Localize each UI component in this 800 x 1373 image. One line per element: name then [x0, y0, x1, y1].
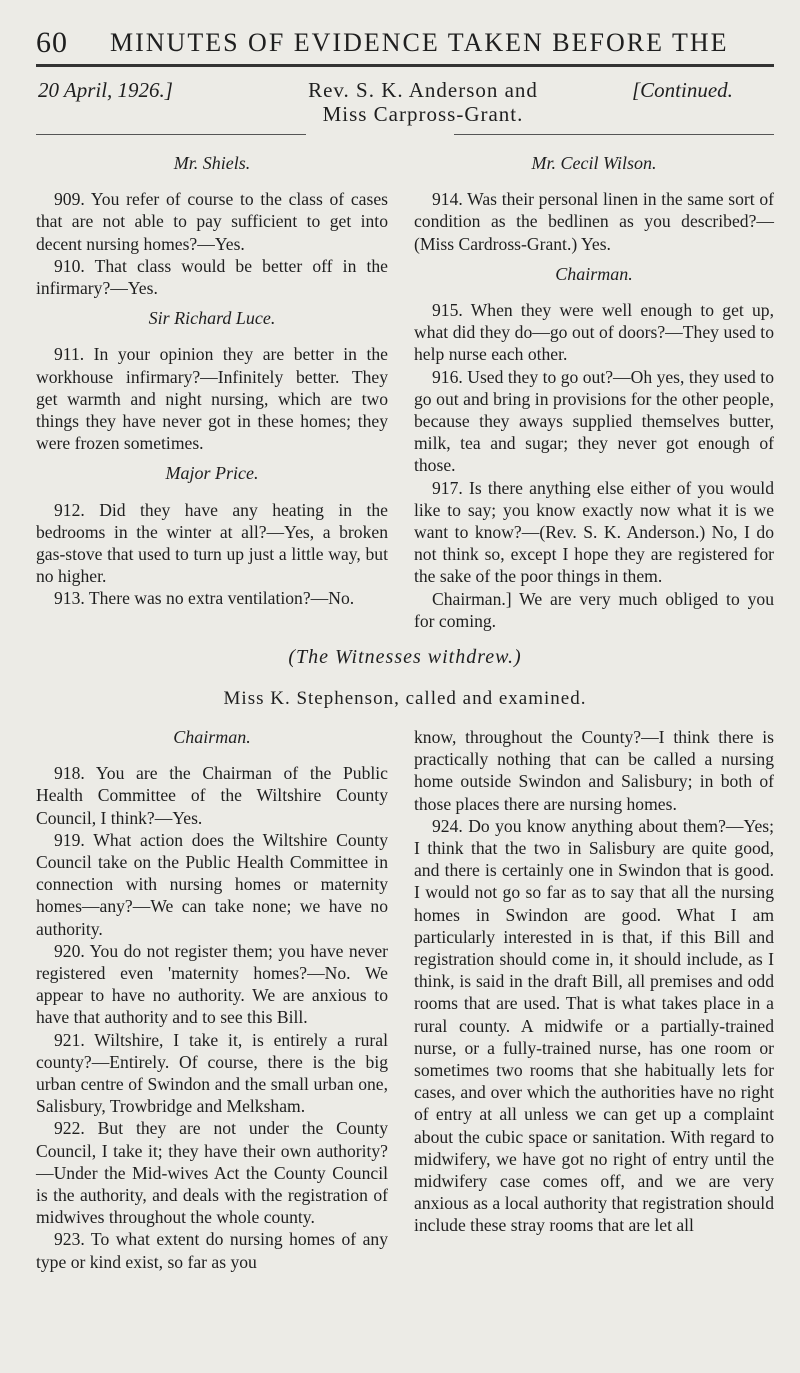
withdrew-note: (The Witnesses withdrew.)	[288, 646, 522, 668]
testimony-paragraph: 914. Was their personal linen in the same sort of condition as the bedlinen as you described?—(Miss Cardross-Grant.) Yes.	[414, 189, 774, 254]
speaker-name: Mr. Cecil Wilson.	[531, 153, 657, 173]
witnesses-heading	[258, 78, 588, 126]
witnesses-line-2: Miss Carpross-Grant.	[322, 102, 524, 126]
testimony-paragraph: 913. There was no extra ventilation?—No.	[54, 588, 355, 609]
running-title: MINUTES OF EVIDENCE TAKEN BEFORE THE	[110, 28, 729, 57]
testimony-paragraph: 918. You are the Chairman of the Public Health Committee of the Wiltshire County Council, I think?—Yes.	[36, 763, 388, 828]
testimony-paragraph: 915. When they were well enough to get up, what did they do—go out of doors?—They used to help nurse each other.	[414, 300, 774, 365]
testimony-paragraph: 920. You do not register them; you have never registered even 'maternity homes?—No. We appear to have no authority. We are anxious to have that authority and to see this Bill.	[36, 940, 388, 1028]
testimony-paragraph: 922. But they are not under the County Council, I take it; they have their own authority?—Under the Mid-wives Act the County Council is the authority, and deals with the registration of midwives throughout the whole county.	[36, 1118, 388, 1228]
testimony-paragraph: 910. That class would be better off in the infirmary?—Yes.	[36, 255, 388, 299]
testimony-paragraph: Chairman.] We are very much obliged to you for coming.	[414, 588, 774, 631]
testimony-paragraph: 909. You refer of course to the class of cases that are not able to pay sufficient to get into decent nursing homes?—Yes.	[36, 189, 388, 254]
left-rule	[36, 134, 306, 135]
header-rule	[36, 64, 774, 67]
right-rule	[454, 134, 774, 135]
witness-called-heading: Miss K. Stephenson, called and examined.	[223, 688, 587, 709]
testimony-paragraph: know, throughout the County?—I think there is practically nothing that can be called a nursing home outside Swindon and Salisbury; in both of those places there are nursing homes.	[414, 727, 774, 814]
lower-left-column	[36, 726, 388, 1273]
page-number: 60	[36, 26, 68, 59]
lower-right-column	[414, 726, 774, 1237]
speaker-name: Chairman.	[173, 727, 251, 747]
testimony-paragraph: 924. Do you know anything about them?—Yes; I think that the two in Salisbury are quite good, and there is certainly one in Swindon that is good. I would not go so far as to say that all the nursing homes in Swindon are good. What I am particularly interested in is that, if this Bill and registration should come in, it should include, as I think, is said in the draft Bill, all premises and odd rooms that are used. That is what takes place in a rural county. A midwife or a partially-trained nurse, or a fully-trained nurse, has one room or sometimes two rooms that she habitually lets for cases, and over which the authorities have no right of entry at all unless we can get up a complaint about the cubic space or sanitation. With regard to midwifery, we have got no right of entry until the midwifery case comes off, and we are very anxious as a local authority that registration should include these stray rooms that are let all	[414, 815, 774, 1236]
continued-label: [Continued.	[632, 78, 733, 102]
speaker-name: Major Price.	[165, 463, 259, 484]
testimony-paragraph: 916. Used they to go out?—Oh yes, they used to go out and bring in provisions for the other people, because they aways supplied themselves butter, milk, tea and sugar; they never got enough of those.	[414, 366, 774, 476]
speaker-name: Mr. Shiels.	[173, 153, 251, 173]
testimony-paragraph: 921. Wiltshire, I take it, is entirely a rural county?—Entirely. Of course, there is the big urban centre of Swindon and the small urban one, Salisbury, Trowbridge and Melksham.	[36, 1029, 388, 1117]
testimony-paragraph: 919. What action does the Wiltshire County Council take on the Public Health Committee in connection with nursing homes or maternity homes—any?—We can take none; we have no authority.	[36, 829, 388, 939]
testimony-paragraph: 912. Did they have any heating in the bedrooms in the winter at all?—Yes, a broken gas-stove that used to turn up just a little way, but no higher.	[36, 499, 388, 587]
testimony-paragraph: 911. In your opinion they are better in the workhouse infirmary?—Infinitely better. They get warmth and night nursing, which are two things they have never got in these homes; they were frozen sometimes.	[36, 344, 388, 454]
upper-left-column	[36, 152, 388, 610]
witnesses-line-1: Rev. S. K. Anderson and	[308, 78, 538, 102]
testimony-paragraph: 923. To what extent do nursing homes of any type or kind exist, so far as you	[36, 1229, 388, 1272]
speaker-name: Chairman.	[555, 263, 633, 284]
testimony-paragraph: 917. Is there anything else either of you would like to say; you know exactly now what it is we want to know?—(Rev. S. K. Anderson.) No, I do not think so, except I hope they are registered for the sake of the poor things in them.	[414, 477, 774, 587]
session-date: 20 April, 1926.]	[38, 78, 173, 102]
upper-right-column	[414, 152, 774, 632]
speaker-name: Sir Richard Luce.	[148, 308, 276, 329]
